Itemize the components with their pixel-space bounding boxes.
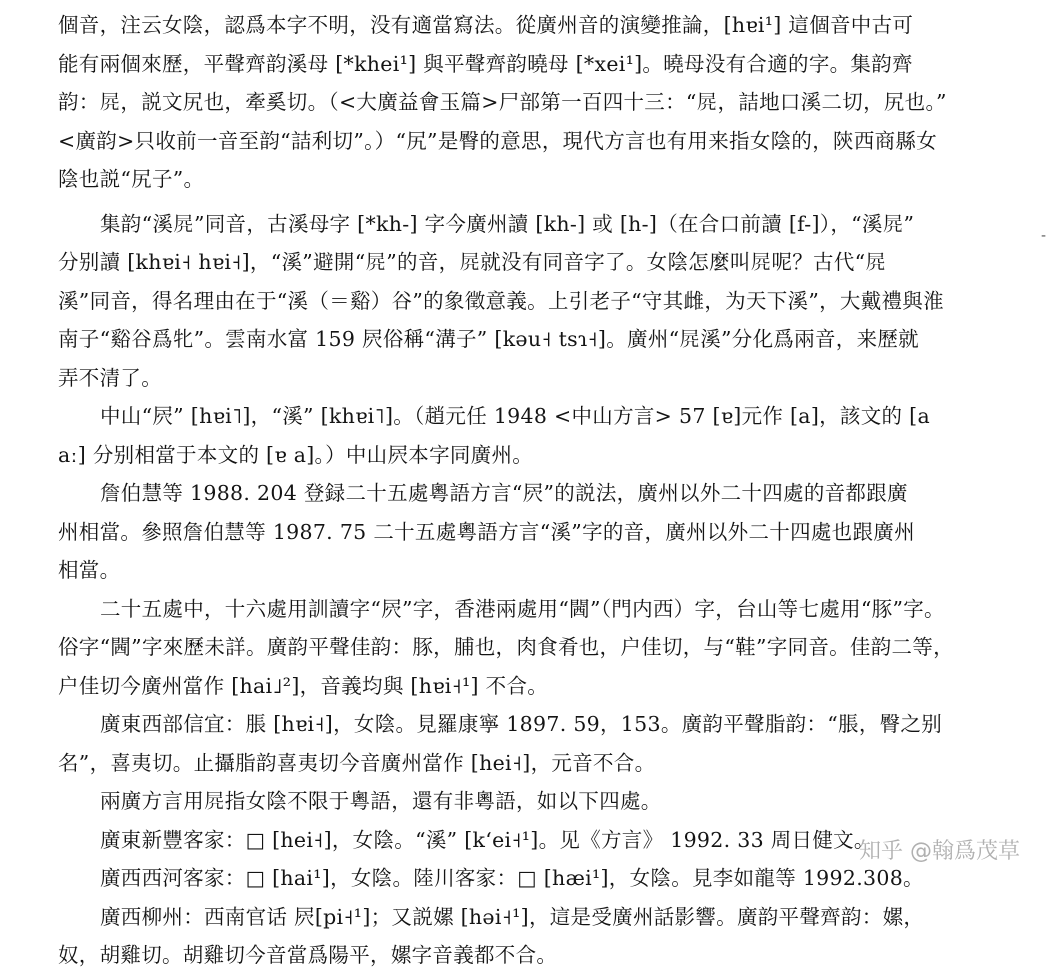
- text-line: 溪”同音，得名理由在于“溪（＝谿）谷”的象徵意義。上引老子“守其雌，为天下溪”，大戴禮與淮: [58, 288, 944, 313]
- text-line: 詹伯慧等 1988. 204 登録二十五處粵語方言“屄”的説法，廣州以外二十四處的音都跟廣: [100, 481, 908, 505]
- text-line: 州相當。參照詹伯慧等 1987. 75 二十五處粵語方言“溪”字的音，廣州以外二十四處也跟廣州: [58, 519, 915, 544]
- watermark: 知乎 @翰爲茂草: [859, 839, 1020, 864]
- text-line: 弄不清了。: [58, 365, 162, 390]
- text-line: 廣東新豐客家：□ [hei˧]，女陰。“溪” [kʻei˧¹]。见《方言》 1992. 33 周日健文。: [100, 827, 875, 852]
- text-body: [58, 6, 988, 975]
- text-line: <廣韵>只收前一音至韵“詰利切”。）“尻”是臀的意思，現代方言也有用来指女陰的，陝西商縣女: [58, 128, 938, 153]
- text-line: 相當。: [58, 558, 121, 582]
- text-line: 集韵“溪𡱂”同音，古溪母字 [*kh-] 字今廣州讀 [kh-] 或 [h-]（在合口前讀 [f-]），“溪𡱂”: [100, 211, 915, 236]
- text-line: 中山“屄” [hɐi˥]，“溪” [khɐi˥]。（趙元任 1948 <中山方言> 57 [ɐ]元作 [a]，該文的 [a: [100, 404, 930, 428]
- text-line: 奴，胡雞切。胡雞切今音當爲陽平，嫘字音義都不合。: [58, 943, 558, 967]
- text-line: 廣西柳州：西南官话 屄[pi˧¹]；又説嫘 [həi˧¹]，這是受廣州話影響。廣韵平聲齊韵：嫘，: [100, 904, 925, 929]
- text-line: 個音，注云女陰，認爲本字不明，没有適當寫法。從廣州音的演變推論，[hɐi¹] 這個音中古可: [58, 13, 914, 37]
- text-line: 名”，喜夷切。止攝脂韵喜夷切今音廣州當作 [hei˧]，元音不合。: [58, 750, 656, 775]
- text-line: 韵：𡱂，説文尻也，牽奚切。（<大廣益會玉篇>尸部第一百四十三：“𡱂，詰地口溪二切，尻也。”: [58, 90, 947, 114]
- text-line: 兩廣方言用𡱂指女陰不限于粵語，還有非粵語，如以下四處。: [100, 789, 662, 813]
- edge-mark: -: [1040, 228, 1046, 244]
- text-line: 户佳切今廣州當作 [hai˩²]，音義均與 [hɐi˧¹] 不合。: [58, 673, 549, 698]
- text-line: 廣西西河客家：□ [hai¹]，女陰。陸川客家：□ [hæi¹]，女陰。見李如龍等 1992.308。: [100, 866, 924, 890]
- text-line: 二十五處中，十六處用訓讀字“屄”字，香港兩處用“閪”（門内西）字，台山等七處用“豚”字。: [100, 596, 945, 621]
- text-line: aː] 分别相當于本文的 [ɐ a]。）中山屄本字同廣州。: [58, 442, 534, 467]
- text-line: 廣東西部信宜：脹 [hɐi˧]，女陰。見羅康寧 1897. 59，153。廣韵平聲脂韵：“脹，臀之别: [100, 712, 943, 736]
- text-line: 分别讀 [khɐi˧ hɐi˧]，“溪”避開“𡱂”的音，𡱂就没有同音字了。女陰怎麼叫𡱂呢？古代“𡱂: [58, 250, 887, 274]
- text-line: 俗字“閪”字來歷未詳。廣韵平聲佳韵：豚，脯也，肉食肴也，户佳切，与“鞋”字同音。佳韵二等，: [58, 635, 954, 659]
- text-line: 陰也説“尻子”。: [58, 167, 205, 191]
- text-line: 能有兩個來歷，平聲齊韵溪母 [*khei¹] 與平聲齊韵曉母 [*xei¹]。曉母没有合適的字。集韵齊: [58, 51, 913, 76]
- text-line: 南子“谿谷爲牝”。雲南水富 159 屄俗稱“溝子” [kəu˧ tsɿ˧]。廣州“𡱂溪”分化爲兩音，来歷就: [58, 327, 919, 351]
